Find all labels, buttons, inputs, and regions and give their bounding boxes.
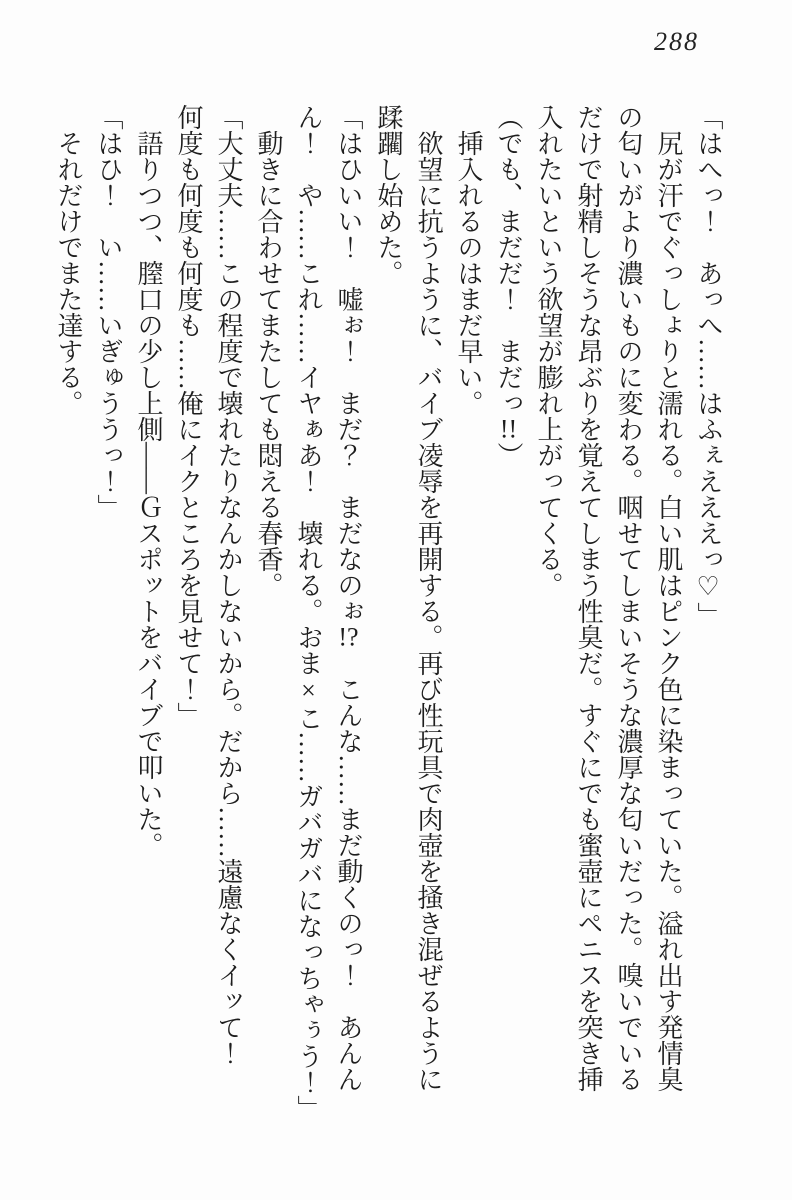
paragraph-narrative: 欲望に抗うように、バイブ凌辱を再開する。再び性玩具で肉壺を掻き混ぜるように 蹂躙し始めた。: [374, 104, 443, 1092]
paragraph-narrative: それだけでまた達する。: [54, 104, 83, 416]
paragraph-narrative: 尻が汗でぐっしょりと濡れる。白い肌はピンク色に染まっていた。溢れ出す発情臭 の匂いがより濃いものに変わる。咽せてしまいそうな濃厚な匂いだった。嗅いでいる だけで射精しそうな昂ぶりを覚えてしまう性臭だ。すぐにでも蜜壺にペニスを突き挿 入れたいという欲望が膨れ上がってくる。: [534, 104, 683, 1092]
tate-chu-yoko-mark: !?: [338, 624, 359, 650]
paragraph-narrative: 動きに合わせてまたしても悶える春香。: [254, 104, 283, 598]
paragraph-narrative: 語りつつ、膣口の少し上側――Ｇスポットをバイブで叩いた。: [134, 104, 163, 858]
page-number: 288: [654, 27, 699, 56]
tate-chu-yoko-mark: !!: [499, 416, 518, 442]
paragraph-narrative: 挿入れるのはまだ早い。: [454, 104, 483, 416]
paragraph-dialogue: 「はひ！ い……いぎゅううっ！」: [94, 104, 123, 520]
paragraph-dialogue: 「はへっ！ あっへ……はふぇえええっ♡」: [694, 104, 723, 628]
paragraph-thought: （でも、まだだ！ まだっ!!）: [494, 104, 523, 468]
body-text: [38, 104, 728, 1132]
paragraph-dialogue: 「はひいい！ 嘘ぉ！ まだ？ まだなのぉ!? こんな……まだ動くのっ！ あんん ん！ や……これ……イヤぁあ！ 壊れる。おま×こ……ガバガバになっちゃぅう！」: [294, 104, 363, 1121]
paragraph-dialogue: 「大丈夫……この程度で壊れたりなんかしないから。だから……遠慮なくイッて！ 何度も何度も何度も……俺にイクところを見せて！」: [174, 104, 243, 1066]
